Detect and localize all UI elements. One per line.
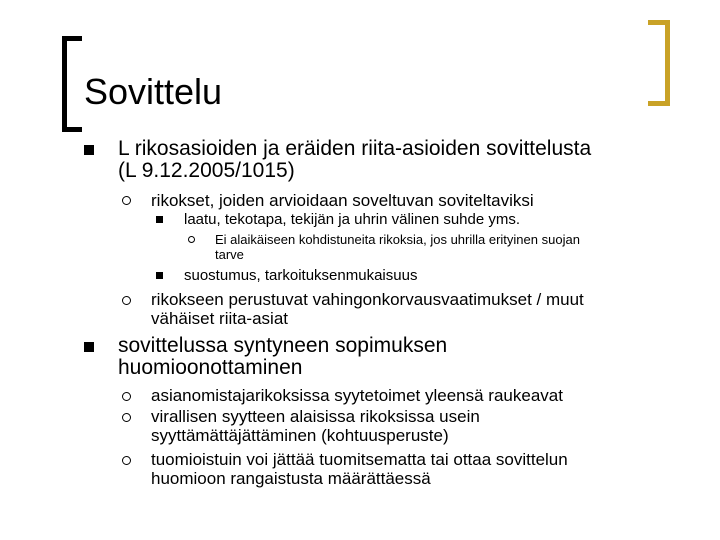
square-bullet-icon <box>156 272 163 279</box>
bullet-text-line: virallisen syytteen alaisissa rikoksissa usein <box>151 407 480 426</box>
bullet-text-line: Ei alaikäiseen kohdistuneita rikoksia, jos uhrilla erityinen suojan <box>215 232 580 247</box>
bullet-item-law <box>118 138 591 182</box>
bullet-text-line: tuomioistuin voi jättää tuomitsematta tai ottaa sovittelun <box>151 450 568 469</box>
bullet-text-line: L rikosasioiden ja eräiden riita-asioiden sovittelusta <box>118 137 592 160</box>
ring-bullet-icon <box>188 236 195 243</box>
square-bullet-icon <box>84 145 94 155</box>
slide-title: Sovittelu <box>84 71 223 112</box>
bullet-text-line: tarve <box>215 247 244 262</box>
bullet-text-line: suostumus, tarkoituksenmukaisuus <box>184 267 418 284</box>
bullet-item-complainant <box>151 386 563 405</box>
ring-bullet-icon <box>122 413 131 422</box>
bullet-item-public-prosecution <box>151 407 480 445</box>
bullet-text-line: syyttämättäjättäminen (kohtuusperuste) <box>151 426 449 445</box>
ring-bullet-icon <box>122 196 131 205</box>
left-bracket-decoration <box>62 36 82 132</box>
bullet-text-line: laatu, tekotapa, tekijän ja uhrin välinen suhde yms. <box>184 211 521 228</box>
bullet-text-line: vähäiset riita-asiat <box>151 309 289 328</box>
bullet-text-line: rikokseen perustuvat vahingonkorvausvaatimukset / muut <box>151 290 584 309</box>
bullet-item-damages <box>151 290 584 328</box>
bullet-text-line: huomioon rangaistusta määrättäessä <box>151 469 431 488</box>
right-bracket-decoration <box>648 20 670 106</box>
bullet-text-line: sovittelussa syntyneen sopimuksen <box>118 334 448 357</box>
square-bullet-icon <box>156 216 163 223</box>
ring-bullet-icon <box>122 392 131 401</box>
bullet-text-line: (L 9.12.2005/1015) <box>118 159 295 182</box>
bullet-item-consent <box>184 267 417 284</box>
bullet-item-agreement <box>118 335 447 379</box>
bullet-item-court <box>151 450 568 488</box>
bullet-item-minors <box>215 232 580 262</box>
ring-bullet-icon <box>122 296 131 305</box>
bullet-text-line: rikokset, joiden arvioidaan soveltuvan soviteltaviksi <box>151 191 534 210</box>
bullet-item-offences <box>151 191 534 210</box>
square-bullet-icon <box>84 342 94 352</box>
bullet-text-line: huomioonottaminen <box>118 356 303 379</box>
bullet-item-quality <box>184 211 520 228</box>
bullet-text-line: asianomistajarikoksissa syytetoimet yleensä raukeavat <box>151 386 563 405</box>
ring-bullet-icon <box>122 456 131 465</box>
